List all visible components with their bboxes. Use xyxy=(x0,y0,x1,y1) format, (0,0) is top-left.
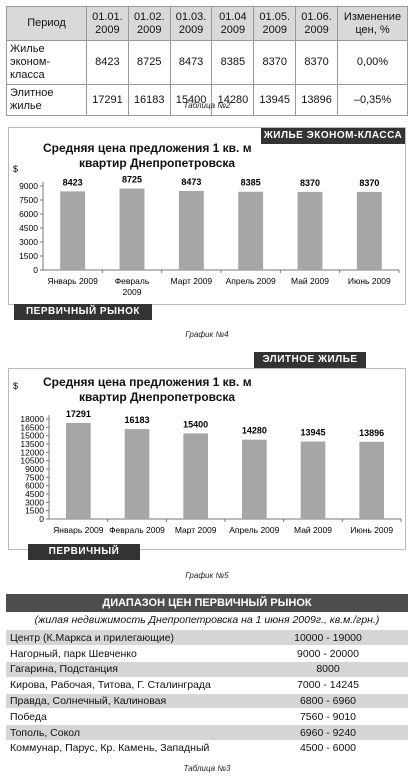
table-3-caption: Таблица №3 xyxy=(183,764,231,773)
x-tick-label: Июнь 2009 xyxy=(347,276,391,286)
x-tick-label: Май 2009 xyxy=(294,525,332,535)
x-tick-label: Март 2009 xyxy=(174,525,217,535)
table-cell: 8423 xyxy=(87,41,129,85)
col-header: 01.05. 2009 xyxy=(254,7,296,41)
table-3-title: ДИАПАЗОН ЦЕН ПЕРВИЧНЫЙ РЫНОК xyxy=(6,594,408,612)
x-tick-label: Апрель 2009 xyxy=(225,276,276,286)
y-tick-label: 9000 xyxy=(19,181,38,191)
table-cell: 15400 xyxy=(170,85,212,116)
y-tick-label: 16500 xyxy=(20,422,44,433)
y-tick-label: 6000 xyxy=(25,480,44,491)
range-cell: 9000 - 20000 xyxy=(248,646,408,662)
chart-4-market-tag: ПЕРВИЧНЫЙ РЫНОК xyxy=(14,304,152,320)
y-tick-label: 13500 xyxy=(20,439,44,449)
chart-5-frame xyxy=(8,368,406,550)
row-label: Элитное жилье xyxy=(7,85,87,116)
area-cell: Победа xyxy=(6,709,248,725)
y-tick-label: 9000 xyxy=(25,464,44,474)
y-tick-label: 1500 xyxy=(25,505,44,516)
range-cell: 8000 xyxy=(248,662,408,678)
y-tick-label: 12000 xyxy=(20,447,44,458)
col-header: Период xyxy=(7,7,87,41)
area-cell: Нагорный, парк Шевченко xyxy=(6,646,248,662)
table-cell: 16183 xyxy=(128,85,170,116)
table-cell: 8385 xyxy=(212,41,254,85)
bar xyxy=(359,442,384,519)
bar xyxy=(298,192,323,270)
data-label: 13896 xyxy=(359,427,385,438)
x-tick-label: Апрель 2009 xyxy=(229,525,280,535)
y-unit-label: $ xyxy=(13,381,19,391)
x-tick-label: Февраль 2009 xyxy=(109,525,165,535)
area-cell: Гагарина, Подстанция xyxy=(6,662,248,678)
table-cell: 14280 xyxy=(212,85,254,116)
range-cell: 7560 - 9010 xyxy=(248,709,408,725)
table-row xyxy=(6,709,408,725)
y-tick-label: 4500 xyxy=(19,223,38,233)
y-tick-label: 10500 xyxy=(20,455,44,466)
bar xyxy=(183,433,208,519)
col-header: 01.03. 2009 xyxy=(170,7,212,41)
col-header: 01.04 2009 xyxy=(212,7,254,41)
price-table-2 xyxy=(6,6,408,116)
range-cell: 7000 - 14245 xyxy=(248,677,408,693)
chart-4-plot xyxy=(9,128,407,306)
x-tick-label: Май 2009 xyxy=(291,276,329,286)
y-tick-label: 1500 xyxy=(19,251,38,261)
table-cell: –0,35% xyxy=(338,85,408,116)
x-tick-label: Февраль 2009 xyxy=(114,276,150,297)
chart-5-plot xyxy=(9,369,407,551)
col-header: 01.06. 2009 xyxy=(296,7,338,41)
data-label: 17291 xyxy=(65,408,91,419)
table-row xyxy=(6,646,408,662)
bar xyxy=(60,191,85,270)
col-header: Изменение цен, % xyxy=(338,7,408,41)
data-label: 16183 xyxy=(124,415,150,426)
bar xyxy=(357,192,382,270)
area-cell: Правда, Солнечный, Калиновая xyxy=(6,693,248,709)
y-tick-label: 3000 xyxy=(25,497,44,508)
data-label: 8423 xyxy=(62,177,83,188)
table-cell: 0,00% xyxy=(338,41,408,85)
table-cell: 17291 xyxy=(87,85,129,116)
table-row xyxy=(6,741,408,757)
chart-5-market-tag: ПЕРВИЧНЫЙ РЫНОК xyxy=(28,544,140,560)
table-cell: 8473 xyxy=(170,41,212,85)
table-3-subtitle: (жилая недвижимость Днепропетровска на 1 июня 2009г., кв.м./грн.) xyxy=(34,614,380,626)
area-cell: Центр (К.Маркса и прилегающие) xyxy=(6,630,248,646)
bar xyxy=(179,191,204,270)
y-unit-label: $ xyxy=(13,164,19,174)
area-cell: Коммунар, Парус, Кр. Камень, Западный xyxy=(6,741,248,757)
bar xyxy=(120,189,145,270)
x-tick-label: Январь 2009 xyxy=(47,276,98,286)
x-tick-label: Март 2009 xyxy=(170,276,213,286)
x-tick-label: Июнь 2009 xyxy=(350,525,394,535)
data-label: 8370 xyxy=(359,177,380,188)
y-tick-label: 6000 xyxy=(19,209,38,219)
table-row xyxy=(6,677,408,693)
y-tick-label: 3000 xyxy=(19,237,38,247)
chart-5-title-1: Средняя цена предложения 1 кв. м xyxy=(43,375,252,389)
range-cell: 4500 - 6000 xyxy=(248,741,408,757)
area-cell: Кирова, Рабочая, Титова, Г. Сталинграда xyxy=(6,677,248,693)
table-cell: 13896 xyxy=(296,85,338,116)
y-tick-label: 0 xyxy=(33,265,38,275)
row-label: Жилье эконом-класса xyxy=(7,41,87,85)
table-row xyxy=(6,662,408,678)
bar xyxy=(301,442,326,519)
chart-4-segment-tag: ЖИЛЬЕ ЭКОНОМ-КЛАССА xyxy=(261,128,405,144)
col-header: 01.02. 2009 xyxy=(128,7,170,41)
table-cell: 8370 xyxy=(254,41,296,85)
bar xyxy=(125,429,150,519)
data-label: 8370 xyxy=(299,177,321,188)
table-row xyxy=(6,725,408,741)
data-label: 14280 xyxy=(241,425,267,436)
data-label: 13945 xyxy=(300,427,326,438)
table-row xyxy=(7,85,408,116)
chart-4-caption: График №4 xyxy=(185,330,229,339)
chart-5-title-2: квартир Днепропетровска xyxy=(79,390,236,404)
range-cell: 6960 - 9240 xyxy=(248,725,408,741)
y-tick-label: 7500 xyxy=(19,195,38,205)
chart-5-caption: График №5 xyxy=(185,571,229,580)
bar xyxy=(242,440,267,519)
y-tick-label: 0 xyxy=(39,514,44,524)
data-label: 8385 xyxy=(240,177,261,188)
y-tick-label: 4500 xyxy=(25,489,44,499)
data-label: 15400 xyxy=(183,419,209,430)
table-cell: 8370 xyxy=(296,41,338,85)
bar xyxy=(238,192,263,270)
x-tick-label: Январь 2009 xyxy=(53,525,104,535)
data-label: 8473 xyxy=(181,176,202,187)
table-cell: 8725 xyxy=(128,41,170,85)
chart-5-segment-tag: ЭЛИТНОЕ ЖИЛЬЕ xyxy=(254,352,366,368)
y-tick-label: 18000 xyxy=(20,414,44,424)
area-cell: Тополь, Сокол xyxy=(6,725,248,741)
table-row xyxy=(6,630,408,646)
chart-4-title-1: Средняя цена предложения 1 кв. м xyxy=(43,141,252,155)
bar xyxy=(66,423,91,519)
range-cell: 10000 - 19000 xyxy=(248,630,408,646)
data-label: 8725 xyxy=(121,174,143,185)
range-cell: 6800 - 6960 xyxy=(248,693,408,709)
price-range-table xyxy=(6,630,408,757)
y-tick-label: 15000 xyxy=(20,430,44,441)
table-row xyxy=(6,693,408,709)
table-row xyxy=(7,41,408,85)
table-header-row xyxy=(7,7,408,41)
table-cell: 13945 xyxy=(254,85,296,116)
table-2-caption: Таблица №2 xyxy=(183,101,231,110)
y-tick-label: 7500 xyxy=(25,472,44,483)
chart-4-title-2: квартир Днепропетровска xyxy=(79,156,236,170)
chart-4-frame xyxy=(8,127,406,305)
col-header: 01.01. 2009 xyxy=(87,7,129,41)
